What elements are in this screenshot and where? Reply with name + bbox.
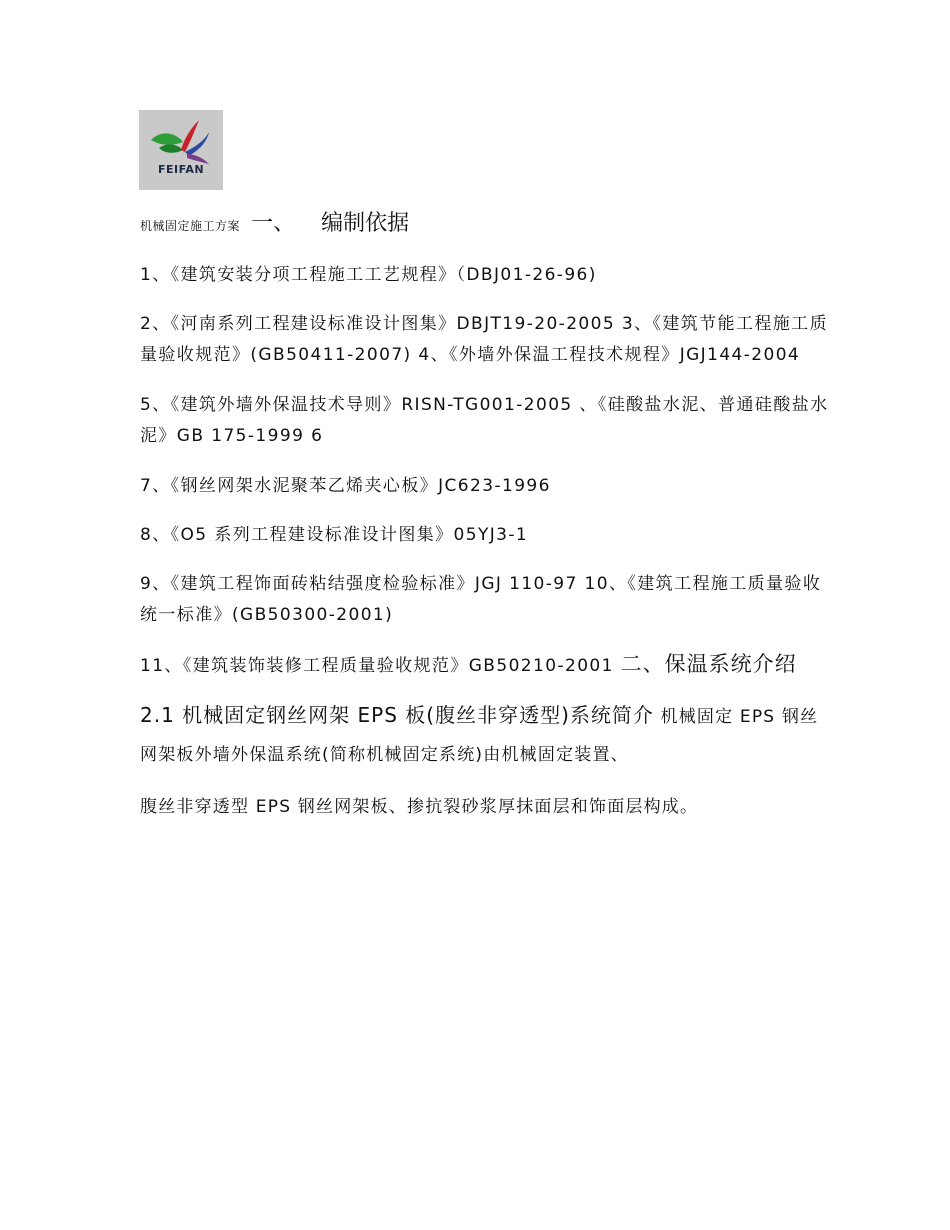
logo-text: FEIFAN — [157, 163, 205, 176]
section21-paragraph — [140, 696, 830, 774]
section1-heading — [140, 205, 830, 245]
section21-body-part2: 腹丝非穿透型 EPS 钢丝网架板、掺抗裂砂浆厚抹面层和饰面层构成。 — [140, 797, 699, 817]
reference-item-7: 7、《钢丝网架水泥聚苯乙烯夹心板》JC623-1996 — [140, 476, 551, 496]
reference-item-11 — [140, 649, 830, 682]
document-title: 机械固定施工方案 — [140, 219, 241, 233]
section1-number: 一、 — [251, 211, 296, 236]
reference-item-1: 1、《建筑安装分项工程施工工艺规程》（DBJ01-26-96) — [140, 265, 597, 285]
section21-body-part1: 机械固定 EPS 钢丝网架板外墙外保温系统(简称机械固定系统)由机械固定装置、 — [140, 707, 819, 765]
reference-item-5: 5、《建筑外墙外保温技术导则》RISN-TG001-2005 、《硅酸盐水泥、普通硅酸盐水泥》GB 175-1999 6 — [140, 395, 829, 446]
document-body — [140, 205, 830, 840]
reference-item-2: 2、《河南系列工程建设标准设计图集》DBJT19-20-2005 3、《建筑节能工程施工质量验收规范》(GB50411-2007) 4、《外墙外保温工程技术规程》JGJ144-2004 — [140, 314, 828, 365]
section21-title: 2.1 机械固定钢丝网架 EPS 板(腹丝非穿透型)系统简介 — [140, 703, 654, 727]
reference-item-11-text: 11、《建筑装饰装修工程质量验收规范》GB50210-2001 — [140, 656, 614, 676]
section1-title: 编制依据 — [321, 211, 410, 236]
company-logo — [139, 110, 223, 190]
leaf-bird-logo-icon — [139, 110, 223, 190]
reference-item-8: 8、《O5 系列工程建设标准设计图集》05YJ3-1 — [140, 525, 529, 545]
reference-item-9: 9、《建筑工程饰面砖粘结强度检验标准》JGJ 110-97 10、《建筑工程施工质量验收统一标准》(GB50300-2001) — [140, 574, 822, 625]
section2-heading: 二、保温系统介绍 — [620, 652, 797, 676]
